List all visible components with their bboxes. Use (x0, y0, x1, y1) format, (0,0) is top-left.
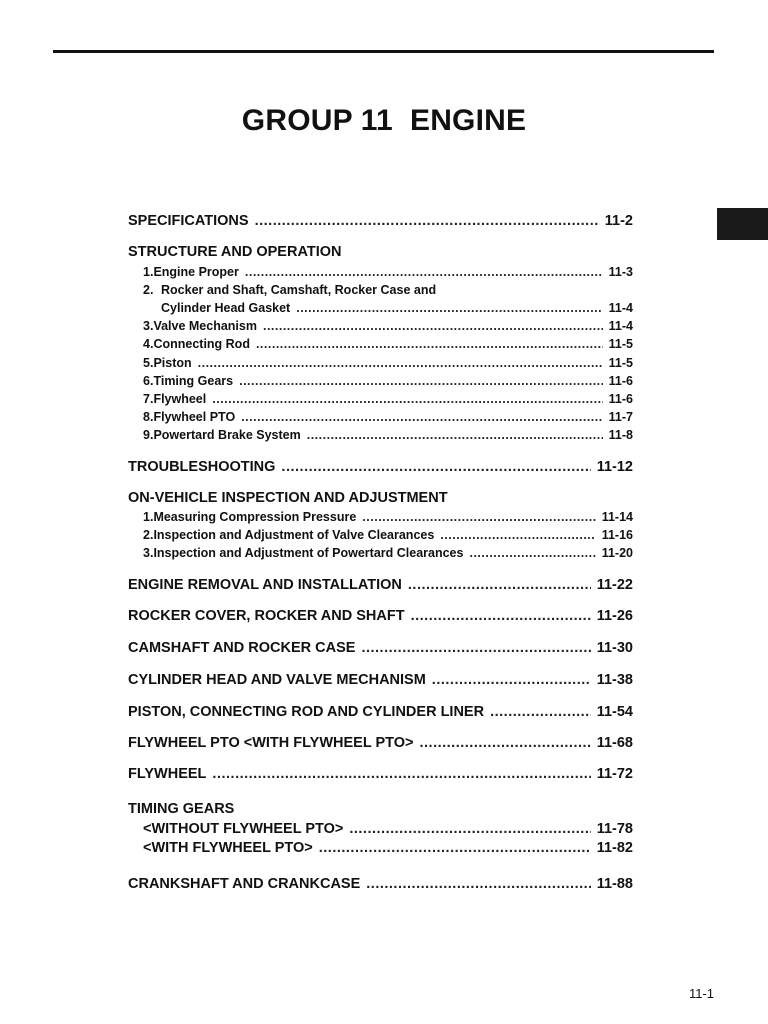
leader-dots (361, 640, 590, 656)
leader-dots (490, 704, 591, 720)
toc-subentry-number: 1. (143, 265, 154, 279)
leader-dots (263, 319, 603, 333)
toc-entry-label: SPECIFICATIONS (128, 213, 249, 229)
toc-heading-inspection: ON-VEHICLE INSPECTION AND ADJUSTMENT (128, 490, 448, 506)
leader-dots (239, 374, 603, 388)
toc-heading-timing-gears: TIMING GEARS (128, 801, 235, 817)
toc-entry-page: 11-68 (596, 735, 633, 751)
toc-entry-label: CRANKSHAFT AND CRANKCASE (128, 876, 361, 892)
toc-entry-page: 11-72 (596, 766, 633, 782)
toc-subentry-label: Measuring Compression Pressure (153, 510, 357, 524)
toc-subentry-number: 5. (143, 356, 154, 370)
toc-entry-piston[interactable] (128, 704, 633, 720)
toc-subentry[interactable] (143, 428, 633, 442)
toc-subentry[interactable] (143, 374, 633, 388)
toc-entry-crankshaft[interactable] (128, 876, 633, 892)
toc-subentry[interactable] (143, 356, 633, 370)
toc-subentry-page: 11-20 (601, 546, 633, 560)
toc-subentry-page: 11-5 (608, 337, 633, 351)
leader-dots (432, 672, 591, 688)
toc-subentry-label: Powertard Brake System (153, 428, 301, 442)
leader-dots (307, 428, 603, 442)
toc-subentry-label: <WITHOUT FLYWHEEL PTO> (143, 821, 344, 837)
leader-dots (419, 735, 590, 751)
toc-subentry[interactable] (143, 546, 633, 560)
toc-subentry-label: Engine Proper (153, 265, 239, 279)
toc-subentry-page: 11-8 (608, 428, 633, 442)
toc-subentry-page: 11-4 (608, 319, 633, 333)
leader-dots (366, 876, 590, 892)
toc-subentry-page: 11-6 (608, 374, 633, 388)
leader-dots (255, 213, 599, 229)
toc-entry-page: 11-38 (596, 672, 633, 688)
toc-subentry[interactable] (143, 265, 633, 279)
toc-entry-troubleshooting[interactable] (128, 459, 633, 475)
toc-subentry[interactable] (143, 337, 633, 351)
leader-dots (281, 459, 590, 475)
page-number: 11-1 (688, 986, 714, 1001)
toc-subentry-first-line[interactable] (143, 283, 436, 297)
toc-entry-cylinder-head[interactable] (128, 672, 633, 688)
toc-subentry-page: 11-4 (608, 301, 633, 315)
toc-subentry[interactable] (143, 840, 633, 856)
toc-entry-label: PISTON, CONNECTING ROD AND CYLINDER LINER (128, 704, 485, 720)
toc-subentry-page: 11-16 (601, 528, 633, 542)
toc-subentry-label: Connecting Rod (153, 337, 250, 351)
toc-subentry-label: Inspection and Adjustment of Valve Clearances (153, 528, 435, 542)
toc-entry-label: CYLINDER HEAD AND VALVE MECHANISM (128, 672, 426, 688)
toc-subentry[interactable] (143, 392, 633, 406)
toc-subentry[interactable] (143, 410, 633, 424)
leader-dots (212, 766, 590, 782)
toc-entry-specifications[interactable] (128, 213, 633, 229)
toc-entry-label: FLYWHEEL PTO <WITH FLYWHEEL PTO> (128, 735, 414, 751)
toc-subentry-label-continued: Cylinder Head Gasket (161, 301, 291, 315)
toc-entry-page: 11-22 (596, 577, 633, 593)
leader-dots (362, 510, 595, 524)
leader-dots (319, 840, 591, 856)
toc-subentry[interactable] (143, 510, 633, 524)
leader-dots (411, 608, 591, 624)
leader-dots (469, 546, 595, 560)
toc-subentry-page: 11-3 (608, 265, 633, 279)
leader-dots (212, 392, 602, 406)
toc-subentry-page: 11-5 (608, 356, 633, 370)
toc-entry-label: CAMSHAFT AND ROCKER CASE (128, 640, 356, 656)
toc-subentry-label: Valve Mechanism (153, 319, 257, 333)
toc-subentry-number: 6. (143, 374, 154, 388)
toc-entry-page: 11-26 (596, 608, 633, 624)
toc-subentry[interactable] (161, 301, 633, 315)
toc-subentry-label: Inspection and Adjustment of Powertard Clearances (153, 546, 464, 560)
toc-entry-label: TROUBLESHOOTING (128, 459, 276, 475)
toc-subentry-page: 11-6 (608, 392, 633, 406)
toc-entry-label: ENGINE REMOVAL AND INSTALLATION (128, 577, 402, 593)
toc-subentry-number: 4. (143, 337, 154, 351)
leader-dots (198, 356, 603, 370)
toc-subentry-number: 8. (143, 410, 154, 424)
toc-entry-camshaft[interactable] (128, 640, 633, 656)
toc-entry-engine-removal[interactable] (128, 577, 633, 593)
toc-subentry-page: 11-82 (596, 840, 633, 856)
toc-entry-label: ROCKER COVER, ROCKER AND SHAFT (128, 608, 405, 624)
leader-dots (241, 410, 602, 424)
toc-entry-page: 11-54 (596, 704, 633, 720)
leader-dots (256, 337, 603, 351)
toc-entry-rocker-cover[interactable] (128, 608, 633, 624)
toc-subentry-page: 11-7 (608, 410, 633, 424)
toc-entry-page: 11-2 (604, 213, 633, 229)
toc-subentry-number: 3. (143, 319, 154, 333)
toc-entry-label: FLYWHEEL (128, 766, 207, 782)
page-title: GROUP 11 ENGINE (241, 104, 527, 137)
toc-subentry-number: 2. (143, 528, 154, 542)
toc-subentry-label: Flywheel (153, 392, 207, 406)
toc-entry-page: 11-88 (596, 876, 633, 892)
toc-subentry-number: 9. (143, 428, 154, 442)
leader-dots (245, 265, 603, 279)
toc-subentry-label: Flywheel PTO (153, 410, 236, 424)
toc-subentry-label: Piston (153, 356, 192, 370)
toc-subentry-label: Timing Gears (153, 374, 234, 388)
toc-subentry-page: 11-14 (601, 510, 633, 524)
leader-dots (349, 821, 590, 837)
toc-subentry-number: 1. (143, 510, 154, 524)
leader-dots (408, 577, 591, 593)
leader-dots (296, 301, 602, 315)
toc-subentry-page: 11-78 (596, 821, 633, 837)
leader-dots (440, 528, 595, 542)
toc-entry-page: 11-30 (596, 640, 633, 656)
toc-subentry-number: 7. (143, 392, 154, 406)
toc-heading-structure: STRUCTURE AND OPERATION (128, 244, 342, 260)
toc-subentry-label: Rocker and Shaft, Camshaft, Rocker Case and (161, 283, 437, 297)
toc-entry-flywheel[interactable] (128, 766, 633, 782)
toc-subentry-number: 2. (143, 283, 154, 297)
toc-subentry[interactable] (143, 528, 633, 542)
toc-subentry[interactable] (143, 319, 633, 333)
toc-entry-flywheel-pto[interactable] (128, 735, 633, 751)
toc-entry-page: 11-12 (596, 459, 633, 475)
toc-subentry[interactable] (143, 821, 633, 837)
toc-subentry-number: 3. (143, 546, 154, 560)
toc-subentry-label: <WITH FLYWHEEL PTO> (143, 840, 313, 856)
